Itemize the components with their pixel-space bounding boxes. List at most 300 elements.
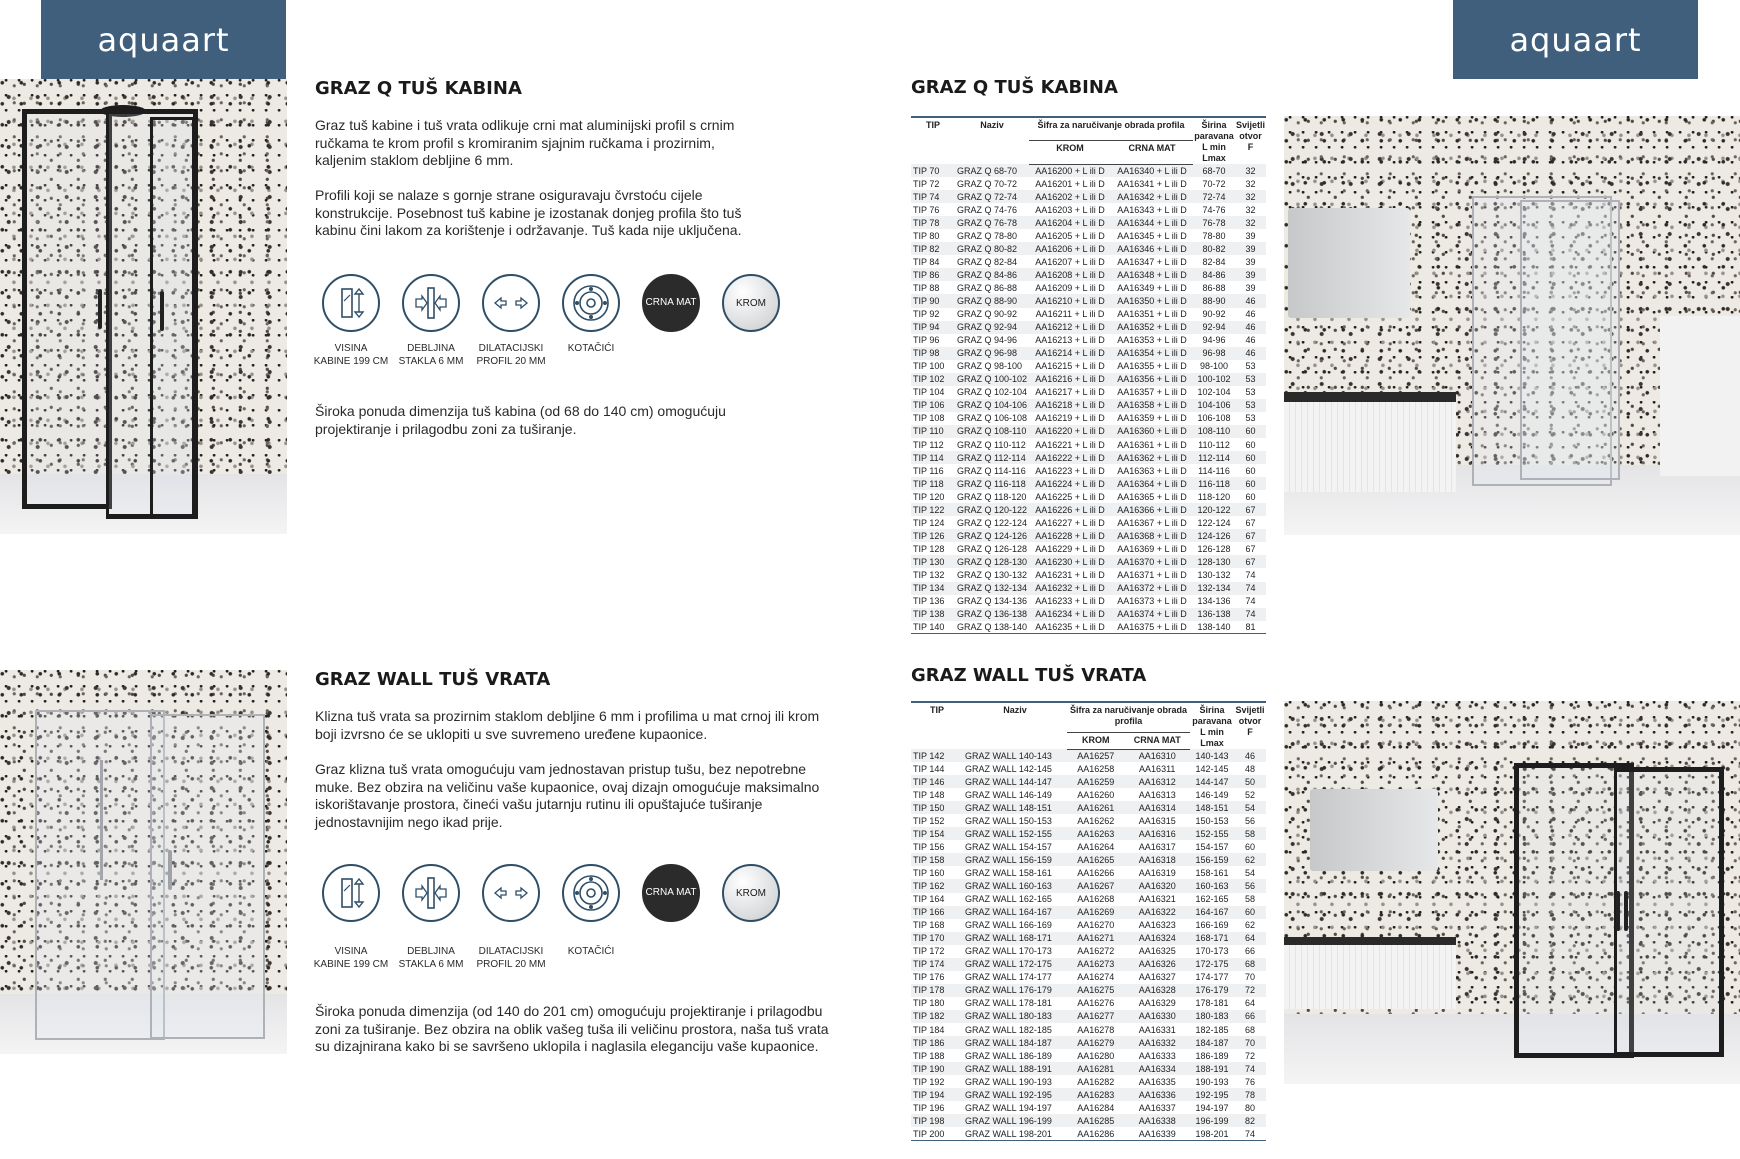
table-cell: 128-130 (1193, 555, 1235, 568)
table-cell: 146-149 (1195, 789, 1229, 800)
table-cell: 67 (1235, 529, 1266, 542)
krom-swatch: KROM (722, 274, 780, 332)
table-row (911, 268, 1266, 281)
table-row (911, 503, 1266, 516)
table-cell: AA16375 + L ili D (1111, 621, 1193, 634)
table-cell: AA16280 (1077, 1050, 1115, 1061)
table-cell: 198-201 (1190, 1127, 1234, 1140)
table-cell: 56 (1234, 879, 1266, 892)
table-cell: TIP 70 (911, 164, 955, 177)
table-cell: GRAZ WALL 164-167 (963, 906, 1067, 919)
table-row (911, 608, 1266, 621)
table-cell: 74 (1235, 582, 1266, 595)
table-cell: AA16233 + L ili D (1035, 596, 1105, 607)
table-row (911, 1114, 1266, 1127)
table-cell: 122-124 (1197, 517, 1231, 528)
table-row (911, 893, 1266, 906)
table-cell: TIP 180 (913, 998, 945, 1009)
table-cell: GRAZ WALL 184-187 (963, 1036, 1067, 1049)
table-cell: GRAZ WALL 156-159 (963, 853, 1067, 866)
col-otvor: Svijetli otvor F (1235, 117, 1266, 164)
table-cell: GRAZ Q 114-116 (957, 465, 1026, 476)
table-cell: GRAZ WALL 152-155 (963, 827, 1067, 840)
table-cell: 186-189 (1195, 1050, 1229, 1061)
table-row (911, 919, 1266, 932)
table-cell: AA16220 + L ili D (1029, 425, 1111, 438)
table-row (911, 621, 1266, 634)
table-cell: GRAZ Q 96-98 (955, 347, 1029, 360)
table-cell: 74 (1245, 569, 1256, 580)
table-cell: TIP 118 (911, 477, 955, 490)
table-cell: 54 (1244, 867, 1255, 878)
table-cell: 86-88 (1202, 282, 1226, 293)
table-cell: GRAZ Q 88-90 (955, 294, 1029, 307)
table-cell: TIP 112 (913, 439, 944, 450)
table-cell: TIP 152 (913, 815, 945, 826)
table-cell: AA16334 (1124, 1062, 1190, 1075)
table-cell: 53 (1245, 361, 1256, 372)
table-row (911, 853, 1266, 866)
table-cell: GRAZ Q 82-84 (957, 256, 1018, 267)
table-cell: GRAZ WALL 178-181 (965, 998, 1052, 1009)
table-cell: 78 (1234, 1088, 1266, 1101)
table-cell: AA16227 + L ili D (1035, 517, 1105, 528)
table-cell: TIP 166 (911, 906, 963, 919)
table-cell: AA16310 (1124, 749, 1190, 762)
table-cell: AA16219 + L ili D (1035, 413, 1105, 424)
table-cell: AA16365 + L ili D (1117, 491, 1187, 502)
table-cell: TIP 126 (911, 529, 955, 542)
table-cell: GRAZ Q 110-112 (957, 439, 1026, 450)
table-cell: 116-118 (1193, 477, 1235, 490)
table-cell: GRAZ Q 92-94 (955, 321, 1029, 334)
table-cell: AA16257 (1067, 749, 1124, 762)
table-cell: AA16322 (1124, 906, 1190, 919)
table-cell: 53 (1245, 413, 1256, 424)
table-cell: 60 (1235, 451, 1266, 464)
table-cell: 192-195 (1190, 1088, 1234, 1101)
col-sirina: Širina paravana L min Lmax (1190, 702, 1234, 749)
table-cell: AA16201 + L ili D (1035, 178, 1105, 189)
table-cell: AA16345 + L ili D (1117, 230, 1187, 241)
table-row (911, 1049, 1266, 1062)
table-cell: 188-191 (1190, 1062, 1234, 1075)
table-cell: TIP 130 (911, 555, 955, 568)
table-cell: AA16278 (1077, 1024, 1115, 1035)
col-sirina: Širina paravana L min Lmax (1193, 117, 1235, 164)
feature-label-visina: VISINA KABINE 199 CM (313, 946, 389, 970)
table-cell: GRAZ Q 74-76 (957, 204, 1018, 215)
table-cell: TIP 158 (911, 853, 963, 866)
graz-wall-spec-table (911, 701, 1266, 1141)
table-row (911, 984, 1266, 997)
table-cell: 68 (1244, 1024, 1255, 1035)
table-cell: AA16361 + L ili D (1117, 439, 1187, 450)
table-row (911, 945, 1266, 958)
table-cell: 184-187 (1190, 1036, 1234, 1049)
col-tip: TIP (911, 702, 963, 749)
table-cell: AA16207 + L ili D (1035, 256, 1105, 267)
table-row (911, 827, 1266, 840)
table-cell: GRAZ Q 80-82 (955, 242, 1029, 255)
table-cell: 62 (1234, 853, 1266, 866)
table-cell: 60 (1245, 439, 1256, 450)
table-cell: 46 (1235, 294, 1266, 307)
col-sifra: Šifra za naručivanje obrada profila (1067, 702, 1190, 732)
table-cell: 96-98 (1193, 347, 1235, 360)
table-cell: GRAZ Q 126-128 (957, 543, 1028, 554)
table-cell: TIP 160 (913, 867, 945, 878)
table-cell: 90-92 (1202, 309, 1226, 320)
table-cell: GRAZ WALL 144-147 (963, 775, 1067, 788)
table-cell: 32 (1235, 190, 1266, 203)
table-cell: AA16346 + L ili D (1111, 242, 1193, 255)
table-cell: AA16221 + L ili D (1035, 439, 1105, 450)
graz-wall-paragraph-1: Klizna tuš vrata sa prozirnim staklom debljine 6 mm i profilima u mat crnoj ili krom boji izvrsno će se uklopiti u sve suvremeno uređene kupaonice. (315, 708, 820, 742)
table-cell: AA16274 (1077, 972, 1115, 983)
table-cell: AA16371 + L ili D (1117, 569, 1187, 580)
table-cell: 160-163 (1190, 879, 1234, 892)
table-cell: 46 (1245, 335, 1256, 346)
table-row (911, 971, 1266, 984)
table-cell: AA16217 + L ili D (1035, 387, 1105, 398)
table-cell: GRAZ Q 130-132 (957, 569, 1028, 580)
table-cell: 32 (1235, 216, 1266, 229)
table-cell: 74 (1235, 608, 1266, 621)
table-row (911, 555, 1266, 568)
table-cell: 144-147 (1190, 775, 1234, 788)
table-cell: AA16276 (1077, 998, 1115, 1009)
table-cell: AA16208 + L ili D (1029, 268, 1111, 281)
table-row (911, 582, 1266, 595)
table-cell: GRAZ WALL 160-163 (963, 879, 1067, 892)
table-cell: 114-116 (1198, 465, 1230, 476)
table-cell: TIP 74 (911, 190, 955, 203)
table-cell: AA16343 + L ili D (1117, 204, 1187, 215)
table-row (911, 1088, 1266, 1101)
crna-mat-swatch: CRNA MAT (642, 274, 700, 332)
table-cell: AA16285 (1067, 1114, 1124, 1127)
table-row (911, 595, 1266, 608)
table-row (911, 749, 1266, 762)
table-cell: GRAZ Q 132-134 (957, 583, 1028, 594)
table-cell: 138-140 (1193, 621, 1235, 634)
table-cell: 58 (1234, 827, 1266, 840)
table-cell: AA16262 (1077, 815, 1115, 826)
table-cell: 70 (1234, 1036, 1266, 1049)
table-cell: TIP 178 (911, 984, 963, 997)
table-cell: AA16271 (1067, 932, 1124, 945)
table-cell: AA16327 (1138, 972, 1176, 983)
table-cell: AA16311 (1139, 763, 1176, 774)
table-cell: GRAZ WALL 166-169 (965, 920, 1052, 931)
table-cell: AA16348 + L ili D (1111, 268, 1193, 281)
table-cell: 118-120 (1197, 491, 1231, 502)
table-cell: TIP 144 (913, 763, 945, 774)
table-row (911, 932, 1266, 945)
table-cell: TIP 172 (913, 946, 945, 957)
table-cell: AA16209 + L ili D (1035, 282, 1105, 293)
table-cell: GRAZ WALL 162-165 (965, 894, 1052, 905)
table-cell: AA16211 + L ili D (1035, 309, 1105, 320)
roller-wheel-icon (562, 274, 620, 332)
table-row (911, 360, 1266, 373)
table-cell: TIP 196 (913, 1102, 945, 1113)
table-cell: 54 (1234, 801, 1266, 814)
table-cell: AA16319 (1138, 867, 1176, 878)
table-row (911, 412, 1266, 425)
table-cell: AA16214 + L ili D (1029, 347, 1111, 360)
table-cell: 158-161 (1195, 867, 1229, 878)
graz-q-paragraph-3: Široka ponuda dimenzija tuš kabina (od 68 do 140 cm) omogućuju projektiranje i prilagodbu zoni za tuširanje. (315, 403, 726, 437)
table-cell: AA16333 (1138, 1050, 1176, 1061)
table-cell: TIP 192 (913, 1076, 945, 1087)
table-cell: 100-102 (1193, 373, 1235, 386)
table-cell: AA16351 + L ili D (1117, 309, 1187, 320)
table-cell: 124-126 (1193, 529, 1235, 542)
table-cell: AA16277 (1067, 1010, 1124, 1023)
table-cell: AA16374 + L ili D (1111, 608, 1193, 621)
table-row (911, 529, 1266, 542)
table-cell: TIP 148 (913, 789, 945, 800)
col-naziv: Naziv (955, 117, 1029, 164)
table-cell: GRAZ WALL 174-177 (965, 972, 1052, 983)
table-cell: 172-175 (1190, 958, 1234, 971)
table-cell: GRAZ Q 94-96 (957, 335, 1018, 346)
table-row (911, 1036, 1266, 1049)
table-cell: 110-112 (1198, 439, 1230, 450)
table-cell: AA16229 + L ili D (1035, 543, 1105, 554)
table-cell: GRAZ Q 78-80 (957, 230, 1018, 241)
table-cell: AA16357 + L ili D (1117, 387, 1187, 398)
table-cell: GRAZ Q 122-124 (957, 517, 1028, 528)
table-cell: AA16269 (1067, 906, 1124, 919)
feature-label-visina: VISINA KABINE 199 CM (313, 343, 389, 367)
col-sifra: Šifra za naručivanje obrada profila (1029, 117, 1193, 141)
table-cell: 53 (1235, 373, 1266, 386)
table-cell: AA16318 (1124, 853, 1190, 866)
table-row (911, 775, 1266, 788)
table-row (911, 308, 1266, 321)
table-cell: AA16223 + L ili D (1035, 465, 1105, 476)
table-cell: AA16337 (1138, 1102, 1176, 1113)
table-cell: 46 (1234, 749, 1266, 762)
expansion-arrows-icon (482, 864, 540, 922)
table-cell: TIP 110 (911, 425, 955, 438)
table-cell: AA16323 (1138, 920, 1176, 931)
table-row (911, 1023, 1266, 1036)
table-cell: AA16315 (1138, 815, 1176, 826)
table-cell: GRAZ Q 72-74 (955, 190, 1029, 203)
table-cell: GRAZ Q 124-126 (957, 530, 1028, 541)
table-cell: GRAZ WALL 158-161 (965, 867, 1052, 878)
table-cell: AA16355 + L ili D (1117, 361, 1187, 372)
table-cell: GRAZ Q 104-106 (957, 400, 1028, 411)
table-cell: AA16206 + L ili D (1029, 242, 1111, 255)
table-row (911, 762, 1266, 775)
table-cell: 148-151 (1190, 801, 1234, 814)
table-cell: 74 (1245, 596, 1256, 607)
table-cell: 66 (1234, 1010, 1266, 1023)
table-cell: 72 (1244, 1050, 1255, 1061)
table-cell: 76 (1244, 1076, 1255, 1087)
table-cell: GRAZ WALL 168-171 (963, 932, 1067, 945)
table-cell: 168-171 (1190, 932, 1234, 945)
table-cell: AA16330 (1124, 1010, 1190, 1023)
table-row (911, 801, 1266, 814)
table-cell: 126-128 (1197, 543, 1231, 554)
table-cell: 66 (1244, 946, 1255, 957)
table-cell: AA16367 + L ili D (1117, 517, 1187, 528)
graz-wall-table-title: GRAZ WALL TUŠ VRATA (911, 665, 1147, 686)
table-cell: AA16358 + L ili D (1111, 399, 1193, 412)
table-row (911, 203, 1266, 216)
table-cell: GRAZ WALL 146-149 (965, 789, 1052, 800)
table-cell: GRAZ WALL 140-143 (963, 749, 1067, 762)
table-cell: 176-179 (1190, 984, 1234, 997)
table-cell: AA16228 + L ili D (1029, 529, 1111, 542)
table-cell: GRAZ WALL 170-173 (965, 946, 1052, 957)
table-cell: AA16356 + L ili D (1111, 373, 1193, 386)
table-cell: 50 (1234, 775, 1266, 788)
table-cell: GRAZ Q 112-114 (955, 451, 1029, 464)
glass-thickness-icon (402, 274, 460, 332)
table-cell: AA16260 (1077, 789, 1115, 800)
table-cell: TIP 84 (913, 256, 940, 267)
table-cell: AA16350 + L ili D (1111, 294, 1193, 307)
table-row (911, 281, 1266, 294)
table-cell: AA16231 + L ili D (1035, 569, 1105, 580)
table-cell: TIP 114 (911, 451, 955, 464)
table-cell: AA16364 + L ili D (1111, 477, 1193, 490)
table-cell: AA16284 (1077, 1102, 1115, 1113)
table-cell: 67 (1235, 555, 1266, 568)
table-cell: GRAZ Q 128-130 (957, 556, 1028, 567)
table-cell: AA16340 + L ili D (1111, 164, 1193, 177)
table-cell: GRAZ WALL 182-185 (965, 1024, 1052, 1035)
table-cell: 62 (1244, 920, 1255, 931)
table-row (911, 906, 1266, 919)
table-cell: 53 (1235, 399, 1266, 412)
table-cell: TIP 122 (911, 503, 955, 516)
table-cell: AA16216 + L ili D (1029, 373, 1111, 386)
table-row (911, 164, 1266, 177)
table-cell: TIP 100 (913, 361, 945, 372)
table-cell: 60 (1245, 465, 1256, 476)
table-cell: AA16324 (1124, 932, 1190, 945)
table-cell: GRAZ Q 90-92 (957, 309, 1018, 320)
table-row (911, 321, 1266, 334)
table-cell: 190-193 (1195, 1076, 1229, 1087)
table-cell: AA16235 + L ili D (1029, 621, 1111, 634)
table-cell: AA16320 (1124, 879, 1190, 892)
table-cell: AA16335 (1138, 1076, 1176, 1087)
table-cell: TIP 124 (913, 517, 945, 528)
table-cell: 67 (1245, 543, 1256, 554)
table-cell: 39 (1235, 242, 1266, 255)
table-cell: 112-114 (1193, 451, 1235, 464)
table-cell: AA16205 + L ili D (1035, 230, 1105, 241)
table-cell: 156-159 (1190, 853, 1234, 866)
table-cell: TIP 142 (911, 749, 963, 762)
table-cell: GRAZ WALL 148-151 (963, 801, 1067, 814)
table-row (911, 425, 1266, 438)
table-cell: 39 (1245, 256, 1256, 267)
table-cell: AA16349 + L ili D (1117, 282, 1187, 293)
table-cell: 180-183 (1190, 1010, 1234, 1023)
table-cell: AA16366 + L ili D (1111, 503, 1193, 516)
height-arrows-icon (322, 274, 380, 332)
table-cell: AA16275 (1067, 984, 1124, 997)
table-cell: GRAZ Q 98-100 (957, 361, 1023, 372)
table-cell: TIP 138 (911, 608, 955, 621)
table-cell: 150-153 (1195, 815, 1229, 826)
feature-label-debljina: DEBLJINA STAKLA 6 MM (398, 946, 464, 970)
table-cell: 32 (1235, 164, 1266, 177)
table-cell: GRAZ WALL 176-179 (963, 984, 1067, 997)
table-cell: GRAZ Q 102-104 (957, 387, 1028, 398)
table-cell: 106-108 (1197, 413, 1231, 424)
table-row (911, 866, 1266, 879)
table-cell: TIP 92 (913, 309, 940, 320)
table-cell: TIP 140 (911, 621, 955, 634)
table-cell: AA16370 + L ili D (1111, 555, 1193, 568)
table-cell: TIP 128 (913, 543, 945, 554)
table-row (911, 347, 1266, 360)
table-cell: AA16212 + L ili D (1029, 321, 1111, 334)
table-cell: AA16326 (1124, 958, 1190, 971)
table-cell: AA16286 (1067, 1127, 1124, 1140)
table-cell: GRAZ WALL 180-183 (963, 1010, 1067, 1023)
table-cell: 39 (1245, 282, 1256, 293)
table-cell: 152-155 (1190, 827, 1234, 840)
table-cell: TIP 174 (911, 958, 963, 971)
table-cell: AA16230 + L ili D (1029, 555, 1111, 568)
table-cell: AA16232 + L ili D (1029, 582, 1111, 595)
table-cell: GRAZ Q 70-72 (957, 178, 1018, 189)
table-cell: AA16265 (1067, 853, 1124, 866)
table-row (911, 1101, 1266, 1114)
table-cell: 39 (1235, 268, 1266, 281)
table-row (911, 1062, 1266, 1075)
graz-wall-paragraph-2: Graz klizna tuš vrata omogućuju vam jednostavan pristup tušu, bez nepotrebne muke. Bez obzira na veličinu vaše kupaonice, ovaj dizajn omogućuje maksimalno iskorištavanje prostora, čineći vašu jutarnju rutinu ili opuštajuće tuširanje jednostavnijim nego ikad prije. (315, 761, 820, 830)
table-cell: TIP 198 (911, 1114, 963, 1127)
table-row (911, 490, 1266, 503)
table-cell: AA16362 + L ili D (1111, 451, 1193, 464)
table-cell: AA16222 + L ili D (1029, 451, 1111, 464)
table-cell: GRAZ WALL 196-199 (963, 1114, 1067, 1127)
table-row (911, 788, 1266, 801)
table-cell: 81 (1235, 621, 1266, 634)
table-cell: 136-138 (1193, 608, 1235, 621)
table-cell: AA16200 + L ili D (1029, 164, 1111, 177)
table-cell: TIP 176 (913, 972, 945, 983)
table-cell: GRAZ Q 136-138 (957, 609, 1028, 620)
table-cell: AA16268 (1077, 894, 1115, 905)
table-cell: GRAZ Q 100-102 (957, 374, 1028, 385)
table-cell: AA16336 (1124, 1088, 1190, 1101)
table-cell: GRAZ Q 108-110 (955, 425, 1029, 438)
table-cell: AA16339 (1124, 1127, 1190, 1140)
graz-q-paragraph-1: Graz tuš kabine i tuš vrata odlikuje crni mat aluminijski profil s crnim ručkama te krom profil s kromiranim sjajnim ručkama i prozirnim, kaljenim staklom debljine 6 mm. (315, 117, 735, 168)
table-cell: 134-136 (1197, 596, 1231, 607)
table-row (911, 399, 1266, 412)
table-cell: AA16213 + L ili D (1035, 335, 1105, 346)
col-crna-mat: CRNA MAT (1111, 141, 1193, 164)
table-cell: TIP 164 (913, 894, 945, 905)
graz-wall-title: GRAZ WALL TUŠ VRATA (315, 669, 551, 690)
table-cell: 46 (1235, 321, 1266, 334)
